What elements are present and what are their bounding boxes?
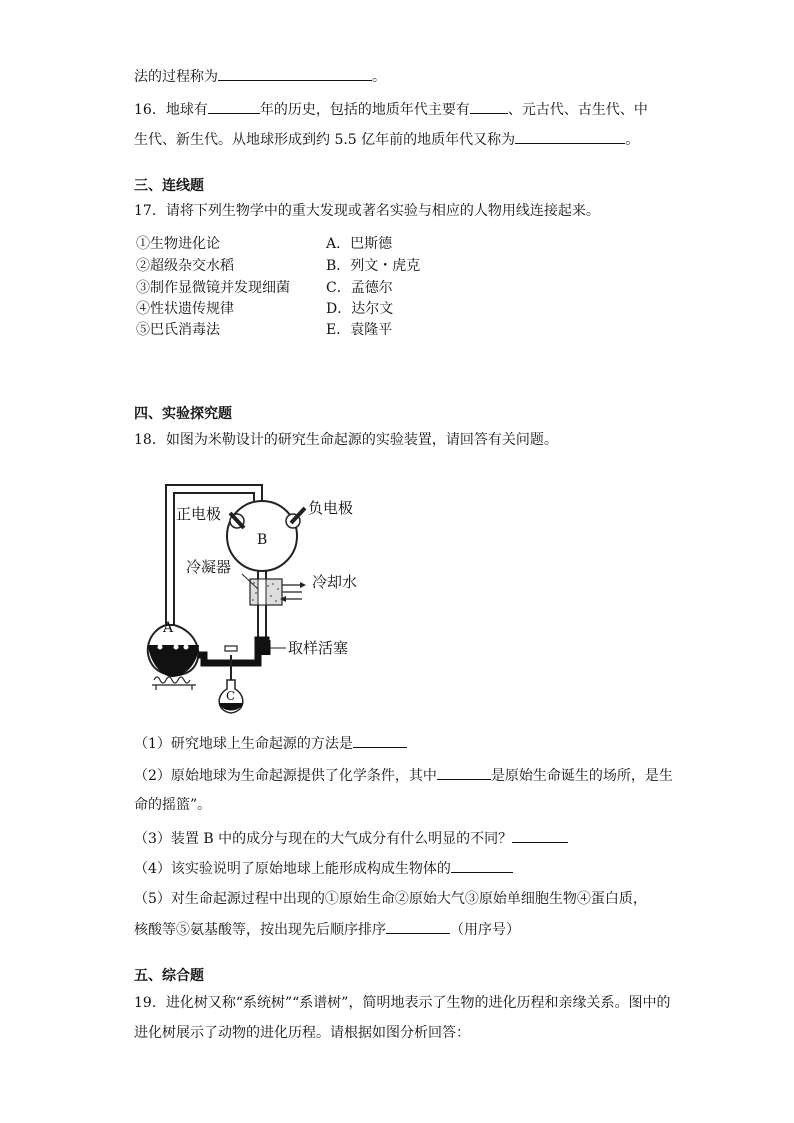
- match-right-item[interactable]: E．袁隆平: [326, 322, 393, 338]
- answer-blank[interactable]: [515, 129, 625, 144]
- q18-sub2-text-b: 是原始生命诞生的场所，是生: [490, 768, 673, 784]
- answer-blank[interactable]: [218, 66, 372, 81]
- section-heading: 五、综合题: [134, 968, 204, 984]
- label-a: A: [163, 620, 174, 636]
- q16-text-b: 年的历史，包括的地质年代主要有: [259, 102, 470, 118]
- q18-sub5-text-c: （用序号）: [450, 922, 520, 938]
- q16-text-d: 生代、新生代。从地球形成到约 5.5 亿年前的地质年代又称为: [134, 132, 516, 148]
- q16-line2: [134, 129, 639, 150]
- match-left-item[interactable]: ③制作显微镜并发现细菌: [136, 280, 290, 296]
- answer-blank[interactable]: [353, 733, 407, 748]
- heater-icon: [152, 677, 196, 690]
- q17-prompt: 17．请将下列生物学中的重大发现或著名实验与相应的人物用线连接起来。: [134, 203, 600, 219]
- q16-end: 。: [625, 132, 640, 148]
- q16-text-c: 、元古代、古生代、中: [507, 102, 648, 118]
- match-right-item[interactable]: C．孟德尔: [326, 280, 393, 296]
- q19-line2: 进化树展示了动物的进化历程。请根据如图分析回答：: [134, 1025, 470, 1041]
- label-sampling-valve: 取样活塞: [288, 639, 349, 657]
- match-left-item[interactable]: ①生物进化论: [136, 236, 220, 252]
- answer-blank[interactable]: [512, 828, 568, 843]
- q18-sub1: [134, 733, 407, 754]
- negative-electrode-icon: [286, 508, 305, 528]
- label-c: C: [226, 689, 236, 703]
- match-left-item[interactable]: ④性状遗传规律: [136, 301, 234, 317]
- q18-sub5-line2: [134, 919, 520, 940]
- q16-line1: [134, 99, 648, 120]
- match-right-item[interactable]: B．列文・虎克: [326, 258, 421, 274]
- q18-sub4: [134, 858, 513, 879]
- section-heading: 四、实验探究题: [134, 406, 232, 422]
- q15-tail-end: 。: [372, 69, 386, 85]
- q18-sub2-text-a: （2）原始地球为生命起源提供了化学条件，其中: [134, 768, 437, 784]
- q18-sub5-line1: （5）对生命起源过程中出现的①原始生命②原始大气③原始单细胞生物④蛋白质，: [134, 891, 647, 907]
- q15-tail-line: [134, 66, 386, 87]
- positive-electrode-icon: [230, 513, 244, 528]
- label-condenser: 冷凝器: [186, 558, 232, 576]
- match-right-item[interactable]: A．巴斯德: [326, 236, 393, 252]
- label-negative-electrode: 负电极: [308, 499, 354, 517]
- q18-sub1-text: （1）研究地球上生命起源的方法是: [134, 736, 353, 752]
- answer-blank[interactable]: [386, 919, 450, 934]
- q18-sub3-text: （3）装置 B 中的成分与现在的大气成分有什么明显的不同？: [134, 831, 513, 847]
- match-left-item[interactable]: ⑤巴氏消毒法: [136, 322, 220, 338]
- q18-sub2-line1: [134, 765, 673, 786]
- label-b: B: [257, 532, 268, 548]
- q15-tail-text: 法的过程称为: [134, 69, 218, 85]
- label-cooling-water: 冷却水: [312, 573, 358, 591]
- answer-blank[interactable]: [437, 765, 491, 780]
- label-positive-electrode: 正电极: [176, 505, 222, 523]
- q16-text-a: 16．地球有: [134, 102, 208, 118]
- answer-blank[interactable]: [208, 99, 260, 114]
- q18-sub5-text-b: 核酸等⑤氨基酸等，按出现先后顺序排序: [134, 922, 386, 938]
- q18-prompt: 18．如图为米勒设计的研究生命起源的实验装置，请回答有关问题。: [134, 432, 558, 448]
- q18-sub3: [134, 828, 568, 849]
- q18-sub2-line2: 命的摇篮”。: [134, 797, 212, 813]
- section-heading: 三、连线题: [134, 178, 204, 194]
- miller-apparatus-diagram: [140, 475, 380, 720]
- q18-sub4-text: （4）该实验说明了原始地球上能形成构成生物体的: [134, 861, 451, 877]
- answer-blank[interactable]: [470, 99, 508, 114]
- match-right-item[interactable]: D．达尔文: [326, 301, 394, 317]
- q19-line1: 19．进化树又称“系统树”“系谱树”，简明地表示了生物的进化历程和亲缘关系。图中的: [134, 995, 671, 1011]
- flask-a-liquid: [148, 645, 199, 677]
- answer-blank[interactable]: [451, 858, 513, 873]
- match-left-item[interactable]: ②超级杂交水稻: [136, 258, 234, 274]
